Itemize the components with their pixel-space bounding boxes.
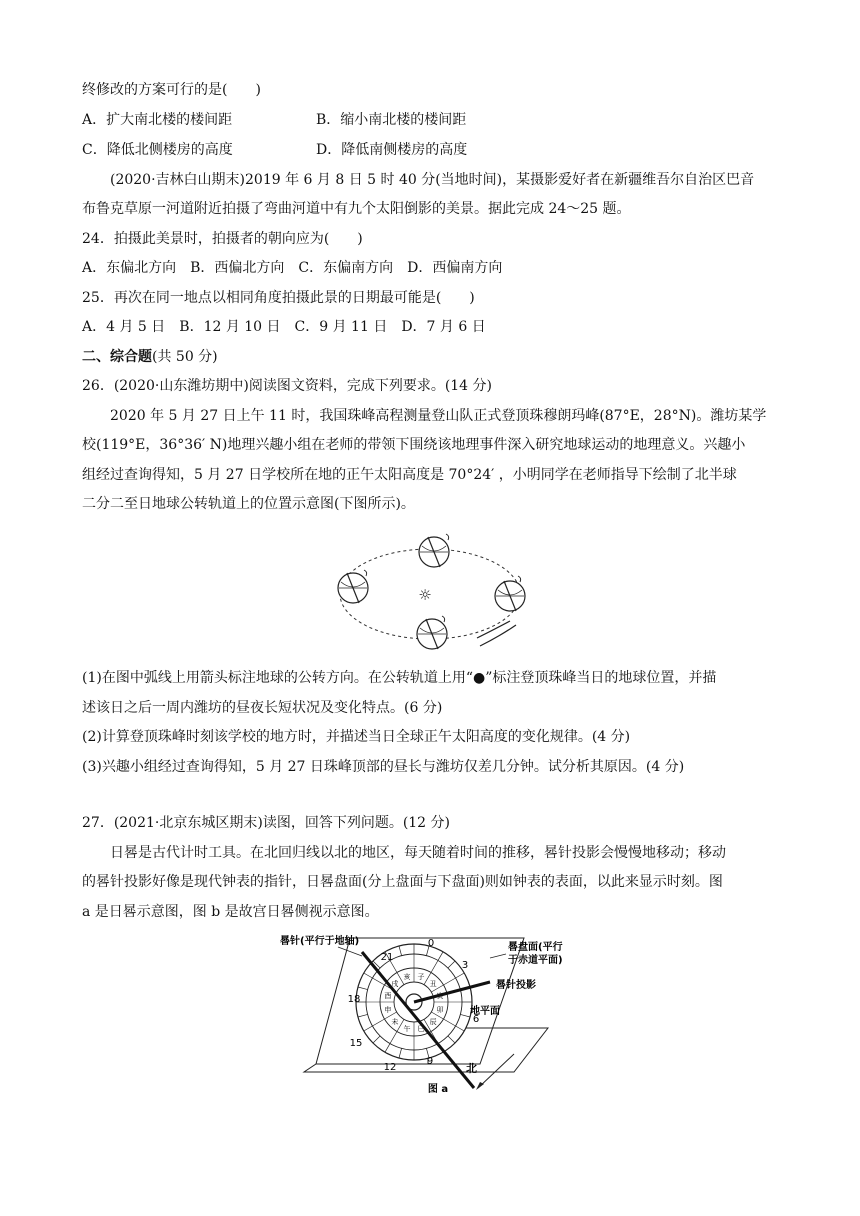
earth-top bbox=[419, 534, 449, 567]
section2-suffix: (共 50 分) bbox=[152, 349, 218, 365]
sundial-figure-a bbox=[278, 932, 578, 1098]
section2-heading bbox=[82, 347, 218, 367]
intro-24-25-line1: (2020·吉林白山期末)2019 年 6 月 8 日 5 时 40 分(当地时间)，某摄影爱好者在新疆维吾尔自治区巴音 bbox=[110, 172, 755, 188]
q27-para-line2: 的晷针投影好像是现代钟表的指针，日晷盘面(分上盘面与下盘面)则如钟表的表面，以此来显示时刻。图 bbox=[82, 874, 723, 890]
arc-line-1 bbox=[477, 621, 510, 638]
dial-label-1: 晷盘面(平行 bbox=[508, 942, 563, 953]
hour-6: 6 bbox=[472, 1014, 480, 1025]
q27-para-line1: 日晷是古代计时工具。在北回归线以北的地区，每天随着时间的推移，晷针投影会慢慢地移动；移动 bbox=[110, 845, 726, 861]
hour-21: 21 bbox=[380, 952, 394, 963]
intro-24-25-line2: 布鲁克草原一河道附近拍摄了弯曲河道中有九个太阳倒影的美景。据此完成 24～25 题。 bbox=[82, 201, 631, 217]
gnomon-leader bbox=[338, 947, 362, 956]
hour-9: 9 bbox=[426, 1056, 434, 1067]
q27-stem: 27．(2021·北京东城区期末)读图，回答下列问题。(12 分) bbox=[82, 815, 451, 831]
q23-option-c: C．降低北侧楼房的高度 bbox=[82, 142, 233, 158]
hour-0: 0 bbox=[427, 938, 435, 949]
q25-options: A．4 月 5 日 B．12 月 10 日 C．9 月 11 日 D．7 月 6 日 bbox=[82, 319, 486, 335]
branch-label: 巳 bbox=[417, 1025, 425, 1034]
q26-para-line2: 校(119°E，36°36′ N)地理兴趣小组在老师的带领下围绕该地理事件深入研究地球运动的地理意义。兴趣小 bbox=[82, 437, 746, 453]
branch-label: 卯 bbox=[436, 1005, 444, 1014]
north-arrow-line bbox=[478, 1054, 514, 1088]
q24-options: A．东偏北方向 B．西偏北方向 C．东偏南方向 D．西偏南方向 bbox=[82, 260, 503, 276]
dial-leader bbox=[490, 954, 506, 958]
hour-12: 12 bbox=[383, 1062, 397, 1073]
q23-option-d: D．降低南侧楼房的高度 bbox=[316, 142, 468, 158]
branch-label: 戌 bbox=[391, 979, 399, 988]
q23-stem-tail: 终修改的方案可行的是( ) bbox=[82, 82, 261, 98]
sun-symbol: ☼ bbox=[418, 586, 432, 604]
q26-sub1-line2: 述该日之后一周内潍坊的昼夜长短状况及变化特点。(6 分) bbox=[82, 700, 443, 716]
ground-label: 地平面 bbox=[470, 1006, 500, 1017]
q26-para-line3: 组经过查询得知，5 月 27 日学校所在地的正午太阳高度是 70°24′ ，小明同学在老师指导下绘制了北半球 bbox=[82, 467, 737, 483]
branch-label: 辰 bbox=[429, 1018, 437, 1027]
shadow-label: 晷针投影 bbox=[496, 980, 536, 991]
branch-label: 子 bbox=[417, 972, 425, 981]
q27-para-line3: a 是日晷示意图，图 b 是故宫日晷侧视示意图。 bbox=[82, 904, 379, 920]
branch-label: 午 bbox=[403, 1025, 411, 1034]
q23-option-a: A．扩大南北楼的楼间距 bbox=[82, 112, 233, 128]
north-label: 北 bbox=[466, 1062, 477, 1075]
q26-para-line1: 2020 年 5 月 27 日上午 11 时，我国珠峰高程测量登山队正式登顶珠穆朗玛峰(87°E，28°N)。潍坊某学 bbox=[110, 408, 767, 424]
branch-label: 未 bbox=[391, 1018, 399, 1027]
hour-15: 15 bbox=[349, 1038, 363, 1049]
q26-sub1-line1: (1)在图中弧线上用箭头标注地球的公转方向。在公转轨道上用“●”标注登顶珠峰当日的地球位置，并描 bbox=[82, 670, 717, 686]
q23-option-b: B．缩小南北楼的楼间距 bbox=[316, 112, 467, 128]
q24-stem: 24．拍摄此美景时，拍摄者的朝向应为( ) bbox=[82, 231, 363, 247]
q26-sub2: (2)计算登顶珠峰时刻该学校的地方时，并描述当日全球正午太阳高度的变化规律。(4 分) bbox=[82, 729, 631, 745]
branch-label: 亥 bbox=[403, 972, 411, 981]
earth-orbit-diagram bbox=[320, 528, 530, 656]
q26-para-line4: 二分二至日地球公转轨道上的位置示意图(下图所示)。 bbox=[82, 496, 415, 512]
earth-bottom bbox=[417, 616, 447, 649]
branch-label: 酉 bbox=[384, 992, 392, 1001]
q26-sub3: (3)兴趣小组经过查询得知，5 月 27 日珠峰顶部的昼长与潍坊仅差几分钟。试分析其原因。(4 分) bbox=[82, 759, 685, 775]
q25-stem: 25．再次在同一地点以相同角度拍摄此景的日期最可能是( ) bbox=[82, 290, 475, 306]
dial-label-2: 于赤道平面) bbox=[508, 955, 563, 966]
arc-line-2 bbox=[480, 625, 516, 646]
hour-18: 18 bbox=[347, 994, 361, 1005]
figure-a-caption: 图 a bbox=[427, 1084, 449, 1095]
gnomon-label: 晷针(平行于地轴) bbox=[280, 936, 360, 947]
branch-label: 申 bbox=[384, 1005, 392, 1014]
hour-3: 3 bbox=[461, 960, 469, 971]
earth-left bbox=[338, 570, 368, 603]
q26-stem: 26．(2020·山东潍坊期中)阅读图文资料，完成下列要求。(14 分) bbox=[82, 378, 493, 394]
earth-right bbox=[495, 576, 525, 611]
section2-title: 二、综合题 bbox=[82, 349, 152, 365]
branch-label: 丑 bbox=[429, 979, 437, 988]
